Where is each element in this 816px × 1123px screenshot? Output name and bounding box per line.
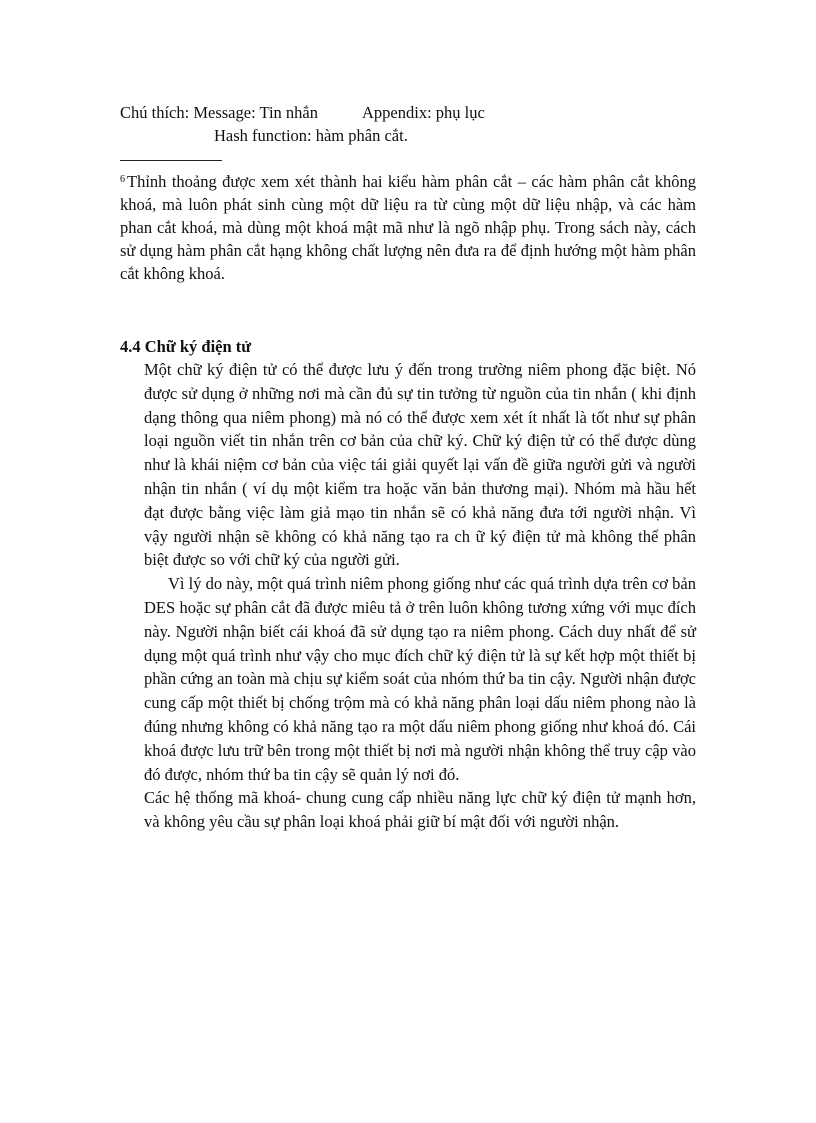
footnote-text: Thỉnh thoảng được xem xét thành hai kiểu hàm phân cắt – các hàm phân cắt không khoá, mà luôn phát sinh cùng một dữ liệu ra từ cùng một dữ liệu nhập, và các hàm phan cắt khoá, mà dùng một khoá mật mã như là ngõ nhập phụ. Trong sách này, cách sử dụng hàm phân cắt hạng không chất lượng nên đưa ra để định hướng một hàm phân cắt không khoá. [120, 172, 696, 283]
caption-line-1 [120, 103, 485, 123]
section-heading: 4.4 Chữ ký điện tử [120, 337, 252, 356]
caption-line-2 [214, 126, 408, 146]
footnote [120, 170, 696, 285]
body-paragraph-1: Một chữ ký điện tử có thể được lưu ý đến trong trường niêm phong đặc biệt. Nó được sử dụng ở những nơi mà cần đủ sự tin tưởng từ nguồn của tin nhắn ( khi định dạng thông qua niêm phong) mà nó có thể được xem xét ít nhất là tốt như sự phân loại nguồn viết tin nhắn trên cơ bản của chữ ký. Chữ ký điện tử có thể được dùng như là khái niệm cơ bản của việc tái giải quyết lại vấn đề giữa người gửi và người nhận tin nhắn ( ví dụ một kiểm tra hoặc văn bản thương mại). Nhóm mà hầu hết đạt được bằng việc làm giả mạo tin nhắn sẽ có khả năng đưa tới người nhận. Vì vậy người nhận sẽ không có khả năng tạo ra ch ữ ký điện tử mà không thể phân biệt được so với chữ ký của người gửi. [144, 360, 696, 570]
body-paragraph-3: Các hệ thống mã khoá- chung cung cấp nhiều năng lực chữ ký điện tử mạnh hơn, và không yêu cầu sự phân loại khoá phải giữ bí mật đối với người nhận. [144, 788, 696, 832]
section-body [144, 358, 696, 834]
caption-message: Chú thích: Message: Tin nhắn [120, 103, 319, 122]
body-paragraph-2: Vì lý do này, một quá trình niêm phong giống như các quá trình dựa trên cơ bản DES hoặc sự phân cắt đã được miêu tả ở trên luôn không tương xứng với mục đích này. Người nhận biết cái khoá đã sử dụng tạo ra niêm phong. Cách duy nhất để sử dụng một quá trình như vậy cho mục đích chữ ký điện tử là sự kết hợp một thiết bị phần cứng an toàn mà chịu sự kiểm soát của nhóm thứ ba tin cậy. Người nhận được cung cấp một thiết bị chống trộm mà có khả năng phân loại dấu niêm phong nào là đúng nhưng không có khả năng tạo ra một dấu niêm phong giống như khoá đó. Cái khoá được lưu trữ bên trong một thiết bị nơi mà người nhận không thể truy cập vào đó được, nhóm thứ ba tin cậy sẽ quản lý nơi đó. [144, 574, 696, 784]
footnote-number: 6 [120, 174, 125, 185]
footnote-separator [120, 160, 222, 161]
caption-hash: Hash function: hàm phân cắt. [214, 126, 408, 145]
caption-appendix: Appendix: phụ lục [362, 103, 485, 122]
